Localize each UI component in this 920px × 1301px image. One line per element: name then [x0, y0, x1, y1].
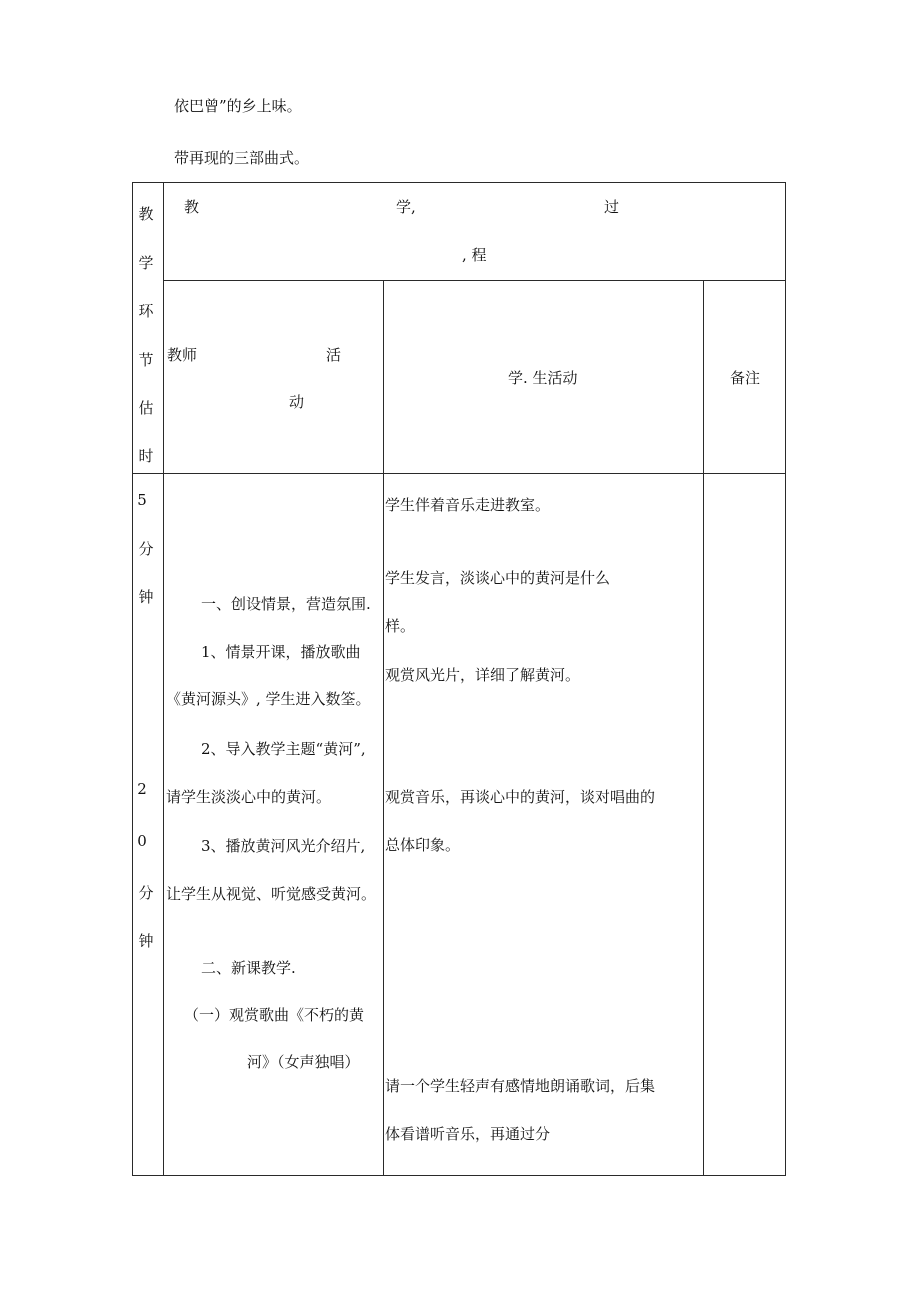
table-border-top [132, 182, 786, 183]
time-char: 分 [138, 540, 154, 558]
teacher-line: 让学生从视觉、听觉感受黄河。 [166, 885, 377, 903]
student-line: 观赏风光片，详细了解黄河。 [385, 666, 581, 684]
student-line: 请一个学生轻声有感情地朗诵歌词，后集 [385, 1077, 656, 1095]
teacher-header-part: 动 [289, 393, 305, 411]
table-border-left [132, 182, 133, 1176]
time-char: 2 [137, 780, 147, 798]
process-header-part: , 程 [462, 246, 487, 264]
student-line: 学生发言，淡谈心中的黄河是什么 [385, 569, 611, 587]
teacher-line: 河》（女声独唱） [247, 1053, 360, 1071]
time-char: 分 [138, 884, 154, 902]
table-rule-col-3 [703, 280, 704, 1176]
table-rule-col-1 [163, 182, 164, 1176]
teacher-line: 二、新课教学. [201, 959, 296, 977]
time-char: 钟 [138, 932, 154, 950]
stage-header-char: 节 [138, 351, 154, 369]
student-line: 体看谱听音乐，再通过分 [385, 1125, 551, 1143]
teacher-line: 《黄河源头》, 学生进入数筌。 [166, 690, 371, 708]
table-rule-process [163, 280, 786, 281]
notes-header: 备注 [730, 369, 761, 387]
student-line: 样。 [385, 617, 416, 635]
teacher-line: 3、播放黄河风光介绍片, [201, 837, 366, 855]
teacher-line: （一）观赏歌曲《不朽的黄 [184, 1006, 365, 1024]
table-rule-header [132, 473, 786, 474]
time-char: 钟 [138, 588, 154, 606]
process-header-part: 学, [396, 198, 416, 216]
table-border-bottom [132, 1175, 786, 1176]
table-border-right [785, 182, 786, 1176]
intro-line-2: 带再现的三部曲式。 [174, 149, 310, 167]
stage-header-char: 学 [138, 254, 154, 272]
process-header-part: 教 [184, 198, 200, 216]
process-header-part: 过 [604, 198, 620, 216]
teacher-header-part: 活 [326, 346, 342, 364]
time-char: 0 [137, 832, 147, 850]
stage-header-char: 时 [138, 447, 154, 465]
teacher-line: 请学生淡淡心中的黄河。 [166, 788, 332, 806]
teacher-line: 一、创设情景，营造氛围. [201, 595, 371, 613]
time-char: 5 [137, 491, 147, 509]
student-line: 学生伴着音乐走进教室。 [385, 496, 551, 514]
student-line: 观赏音乐，再谈心中的黄河，谈对唱曲的 [385, 788, 656, 806]
student-header: 学. 生活动 [508, 369, 578, 387]
stage-header-char: 估 [138, 399, 154, 417]
table-rule-col-2 [383, 280, 384, 1176]
teacher-header-part: 教师 [167, 346, 198, 364]
teacher-line: 2、导入教学主题“黄河”, [201, 740, 366, 758]
intro-line-1: 依巴曾”的乡上味。 [174, 97, 302, 115]
stage-header-char: 环 [138, 302, 154, 320]
stage-header-char: 教 [138, 205, 154, 223]
student-line: 总体印象。 [385, 836, 461, 854]
teacher-line: 1、情景开课，播放歌曲 [201, 643, 361, 661]
